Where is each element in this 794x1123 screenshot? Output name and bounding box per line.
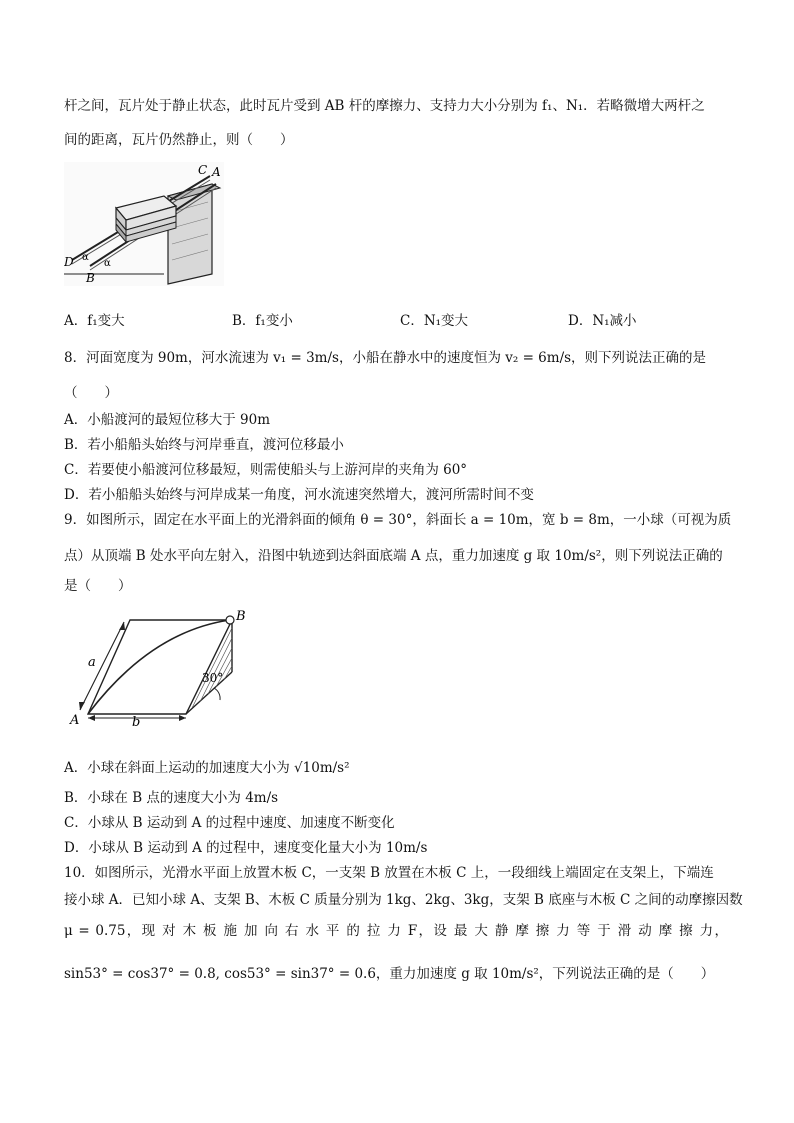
label-side-a: a	[88, 655, 96, 670]
q9-option-a[interactable]: A．小球在斜面上运动的加速度大小为 √10m/s²	[64, 760, 350, 776]
label-c: C	[198, 163, 208, 177]
incline-surface	[88, 620, 232, 714]
label-a: A	[212, 165, 221, 179]
label-point-a: A	[70, 713, 80, 728]
label-point-b: B	[236, 609, 246, 624]
q8-answer-paren: （ ）	[64, 385, 118, 401]
q8-stem: 8．河面宽度为 90m，河水流速为 v₁ = 3m/s，小船在静水中的速度恒为 v₂ = 6m/s，则下列说法正确的是	[64, 350, 707, 366]
q8-option-c[interactable]: C．若要使小船渡河位移最短，则需使船头与上游河岸的夹角为 60°	[64, 462, 468, 478]
label-d: D	[64, 255, 74, 269]
label-angle: 30°	[202, 671, 224, 685]
q7-option-b[interactable]: B．f₁变小	[232, 313, 293, 329]
label-b: B	[86, 271, 95, 285]
q8-option-b[interactable]: B．若小船船头始终与河岸垂直，渡河位移最小	[64, 437, 344, 453]
q8-option-a[interactable]: A．小船渡河的最短位移大于 90m	[64, 412, 271, 428]
side-a-arrow-top	[119, 622, 125, 630]
label-alpha-1: α	[82, 252, 89, 263]
angle-arc	[214, 688, 220, 700]
q10-stem-line1: 10．如图所示，光滑水平面上放置木板 C，一支架 B 放置在木板 C 上，一段细线上端固定在支架上，下端连	[64, 865, 714, 881]
side-b-arrow-left	[88, 715, 95, 721]
q7-option-a[interactable]: A．f₁变大	[64, 313, 125, 329]
q7-stem-line2: 间的距离，瓦片仍然静止，则（ ）	[64, 132, 294, 148]
label-alpha-2: α	[104, 258, 111, 269]
q7-tile-figure	[64, 162, 224, 286]
side-hatch	[192, 628, 232, 708]
q9-stem-line2: 点）从顶端 B 处水平向左射入，沿图中轨迹到达斜面底端 A 点，重力加速度 g 取 10m/s²，则下列说法正确的	[64, 548, 723, 564]
q9-stem-line1: 9．如图所示，固定在水平面上的光滑斜面的倾角 θ = 30°，斜面长 a = 10m，宽 b = 8m，一小球（可视为质	[64, 512, 732, 528]
q10-stem-line3: μ = 0.75，现 对 木 板 施 加 向 右 水 平 的 拉 力 F，设 最 大 静 摩 擦 力 等 于 滑 动 摩 擦 力，	[64, 923, 728, 939]
q7-option-c[interactable]: C．N₁变大	[400, 313, 469, 329]
q9-option-d[interactable]: D．小球从 B 运动到 A 的过程中，速度变化量大小为 10m/s	[64, 840, 428, 856]
q10-stem-line2: 接小球 A．已知小球 A、支架 B、木板 C 质量分别为 1kg、2kg、3kg，支架 B 底座与木板 C 之间的动摩擦因数	[64, 892, 743, 908]
ball	[226, 616, 234, 624]
q10-stem-line4: sin53° = cos37° = 0.8, cos53° = sin37° = 0.6，重力加速度 g 取 10m/s²，下列说法正确的是（ ）	[64, 966, 715, 982]
q9-incline-figure	[68, 608, 252, 728]
side-a-arrow-bottom	[79, 702, 85, 710]
q9-stem-line3: 是（ ）	[64, 578, 132, 594]
label-side-b: b	[132, 715, 141, 728]
q9-option-b[interactable]: B．小球在 B 点的速度大小为 4m/s	[64, 790, 279, 806]
q9-option-c[interactable]: C．小球从 B 运动到 A 的过程中速度、加速度不断变化	[64, 815, 395, 831]
q8-option-d[interactable]: D．若小船船头始终与河岸成某一角度，河水流速突然增大，渡河所需时间不变	[64, 487, 534, 503]
q7-option-d[interactable]: D．N₁减小	[568, 313, 637, 329]
q7-stem-line1: 杆之间，瓦片处于静止状态，此时瓦片受到 AB 杆的摩擦力、支持力大小分别为 f₁、N₁．若略微增大两杆之	[64, 98, 705, 114]
side-b-arrow-right	[179, 715, 186, 721]
q7-options	[64, 311, 744, 331]
